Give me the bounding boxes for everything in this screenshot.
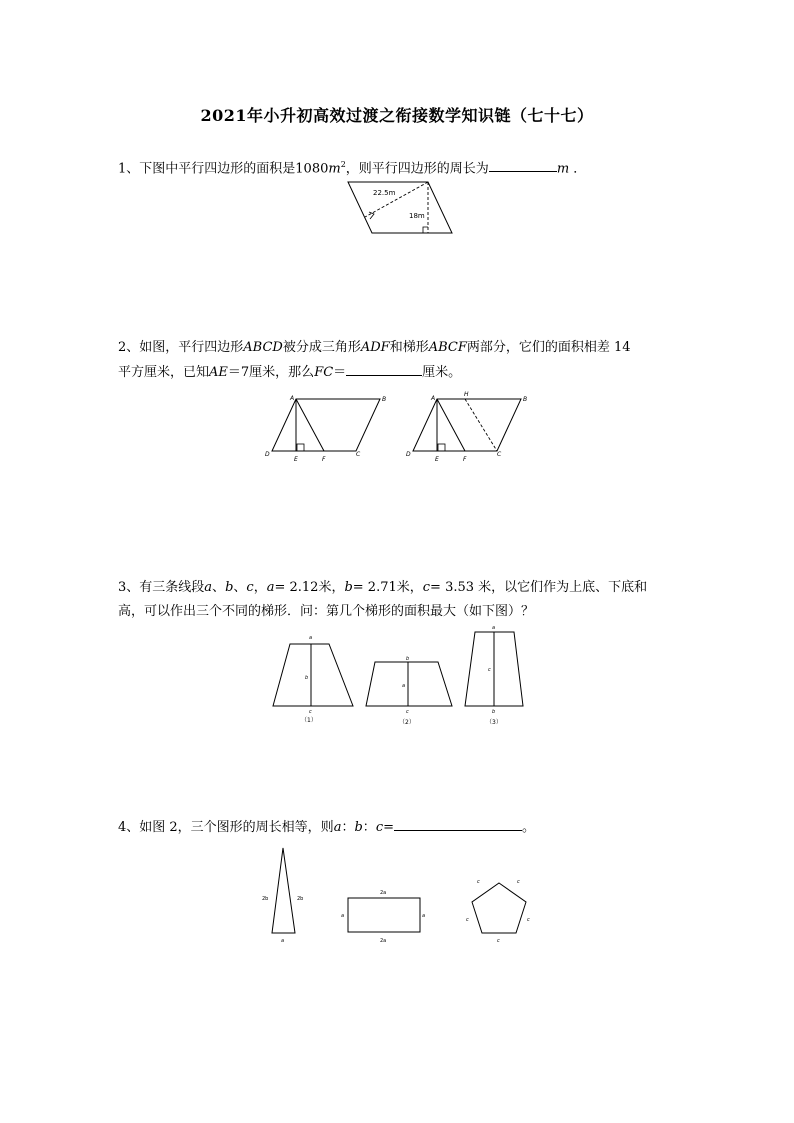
tri-label-right: 2b xyxy=(297,896,304,902)
caption-2: （2） xyxy=(399,719,415,726)
t2-label-a: a xyxy=(402,683,406,689)
q2-text-8: 厘米。 xyxy=(422,365,462,380)
rectangle xyxy=(341,890,425,944)
label-a: A xyxy=(431,395,436,402)
side-length-label: 22.5m xyxy=(373,189,396,197)
right-angle-mark xyxy=(438,444,445,451)
trapezoid-2 xyxy=(366,656,452,726)
q2-ae: AE xyxy=(209,365,228,380)
q3-a-value: = 2.12米， xyxy=(274,580,345,595)
q3-var-a-2: a xyxy=(266,580,275,595)
rect-label-bottom: 2a xyxy=(380,938,387,944)
regular-pentagon xyxy=(466,879,530,944)
q4-var-c: c xyxy=(375,820,384,835)
q2-text-2: 被分成三角形 xyxy=(282,340,361,355)
q2-diff: 14 xyxy=(614,340,631,355)
t1-label-b: b xyxy=(305,675,309,681)
t1-label-c: c xyxy=(309,709,312,715)
q3-var-c: c xyxy=(246,580,254,595)
label-e: E xyxy=(435,456,439,463)
right-angle-mark-side xyxy=(369,212,374,219)
tri-label-left: 2b xyxy=(262,896,269,902)
q3-trapezoid-figures xyxy=(266,624,538,730)
label-h: H xyxy=(464,391,469,398)
q1-area-unit: m xyxy=(328,161,341,177)
q2-text-3: 和梯形 xyxy=(389,340,429,355)
parallelogram-shape xyxy=(348,182,452,233)
right-angle-mark-base xyxy=(423,227,428,233)
q4-colon-1: ： xyxy=(341,820,355,835)
q2-fc: FC xyxy=(314,365,334,380)
label-c: C xyxy=(497,451,502,458)
label-c: C xyxy=(356,451,361,458)
question-1 xyxy=(118,153,688,181)
q3-sep-2: 、 xyxy=(233,580,247,595)
t2-label-c: c xyxy=(406,709,409,715)
pent-label-3: c xyxy=(466,917,469,923)
pent-label-4: c xyxy=(527,917,530,923)
q3-var-b-2: b xyxy=(344,580,353,595)
height-length-label: 18m xyxy=(409,212,425,220)
rect-label-right: a xyxy=(422,913,426,919)
q3-sep-3: ， xyxy=(253,580,267,595)
label-d: D xyxy=(265,451,270,458)
q3-var-a: a xyxy=(204,580,213,595)
pent-label-1: c xyxy=(477,879,480,885)
q4-var-b: b xyxy=(354,820,363,835)
q4-var-a: a xyxy=(333,820,342,835)
q2-abcd: ABCD xyxy=(243,340,283,355)
pent-label-5: c xyxy=(497,938,500,944)
segment-af xyxy=(437,399,465,451)
rect-label-top: 2a xyxy=(380,890,387,896)
t1-label-a: a xyxy=(309,635,313,641)
question-3 xyxy=(118,576,688,624)
q4-answer-blank[interactable] xyxy=(394,815,522,831)
page-title: 2021年小升初高效过渡之衔接数学知识链（七十七） xyxy=(200,106,594,125)
t2-label-b: b xyxy=(406,656,410,662)
rect-label-left: a xyxy=(341,913,345,919)
q1-end: ． xyxy=(573,161,587,177)
right-angle-mark xyxy=(297,444,304,451)
t3-label-a: a xyxy=(492,625,496,631)
q1-answer-blank[interactable] xyxy=(489,156,557,172)
q4-end: 。 xyxy=(522,820,536,835)
q3-b-value: = 2.71米， xyxy=(352,580,423,595)
label-a: A xyxy=(290,395,295,402)
q4-text-1: 4、如图 2，三个图形的周长相等，则 xyxy=(118,820,334,835)
q1-unit: m xyxy=(556,161,570,177)
t3-label-b: b xyxy=(492,709,496,715)
q1-parallelogram-figure xyxy=(340,180,460,240)
q4-shapes-figure xyxy=(256,844,546,948)
caption-3: （3） xyxy=(486,719,502,726)
isosceles-triangle xyxy=(262,848,303,944)
q2-text-5: 平方厘米，已知 xyxy=(118,365,210,380)
label-d: D xyxy=(406,451,411,458)
q1-prefix: 1、下图中平行四边形的面积是 xyxy=(118,161,296,177)
q2-text-6: ＝7厘米，那么 xyxy=(227,365,315,380)
label-e: E xyxy=(294,456,298,463)
caption-1: （1） xyxy=(301,717,317,724)
q3-var-c-2: c xyxy=(422,580,431,595)
t3-label-c: c xyxy=(488,667,491,673)
label-f: F xyxy=(463,456,467,463)
q2-abcf: ABCF xyxy=(428,340,467,355)
q2-text-1: 2、如图，平行四边形 xyxy=(118,340,244,355)
q2-text-7: ＝ xyxy=(333,365,347,380)
q1-mid: ，则平行四边形的周长为 xyxy=(345,161,489,177)
q2-figure-left xyxy=(262,393,392,465)
q3-var-b: b xyxy=(225,580,234,595)
q2-answer-blank[interactable] xyxy=(346,360,422,376)
q2-text-4: 两部分，它们的面积相差 xyxy=(466,340,610,355)
q3-text-1: 3、有三条线段 xyxy=(118,580,205,595)
parallelogram-abcd xyxy=(272,399,380,451)
q4-eq: = xyxy=(383,820,394,835)
q4-colon-2: ： xyxy=(362,820,376,835)
question-2 xyxy=(118,336,688,385)
q1-area-value: 1080 xyxy=(295,161,329,177)
dashed-hc xyxy=(465,399,497,451)
label-b: B xyxy=(382,396,387,403)
parallelogram-abcd xyxy=(413,399,521,451)
trapezoid-3 xyxy=(465,625,523,726)
tri-label-base: a xyxy=(281,938,285,944)
label-b: B xyxy=(523,396,528,403)
trapezoid-1 xyxy=(273,635,353,724)
segment-af xyxy=(296,399,324,451)
pent-label-2: c xyxy=(517,879,520,885)
q3-c-value: = 3.53 米，以它们作为上底、下底和 xyxy=(430,580,648,595)
q2-adf: ADF xyxy=(360,340,390,355)
q1-area-exp: 2 xyxy=(340,160,346,169)
q3-text-2: 高，可以作出三个不同的梯形．问：第几个梯形的面积最大（如下图）？ xyxy=(118,604,535,619)
q2-figure-right xyxy=(403,390,538,465)
question-4 xyxy=(118,815,688,840)
q3-sep-1: 、 xyxy=(212,580,226,595)
label-f: F xyxy=(322,456,326,463)
